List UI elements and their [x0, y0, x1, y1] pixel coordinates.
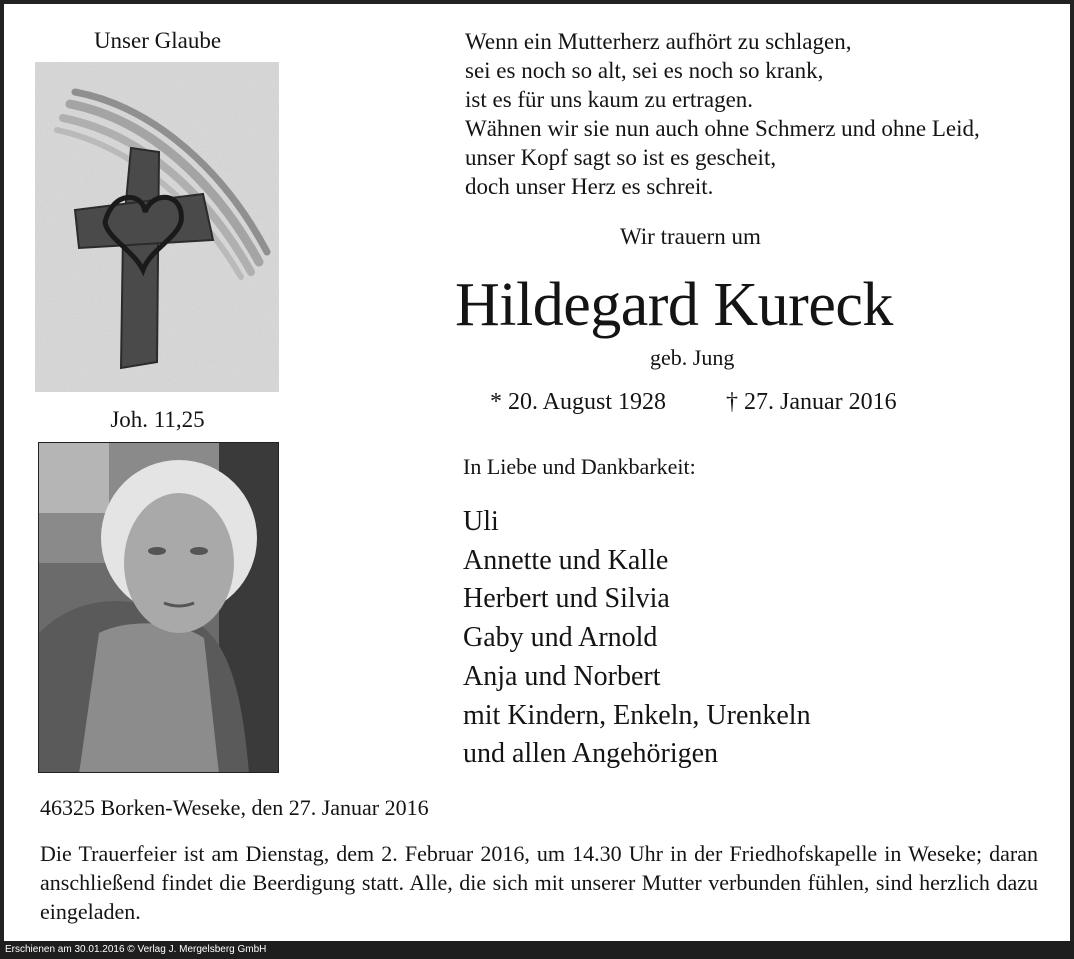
mourner-item: Anja und Norbert	[463, 660, 661, 692]
mourner-item: Herbert und Silvia	[463, 583, 670, 615]
place-date: 46325 Borken-Weseke, den 27. Januar 2016	[40, 795, 429, 820]
verse-caption: Joh. 11,25	[110, 407, 205, 432]
faith-caption: Unser Glaube	[93, 28, 222, 53]
publisher-footer: Erschienen am 30.01.2016 © Verlag J. Mergelsberg GmbH	[0, 941, 1074, 959]
mourner-item: und allen Angehörigen	[463, 738, 719, 770]
birth-name: geb. Jung	[650, 345, 735, 370]
funeral-notice: Die Trauerfeier ist am Dienstag, dem 2. Februar 2016, um 14.30 Uhr in der Friedhofskapelle in Weseke; daran anschließend findet die Beerdigung statt. Alle, die sich mit unserer Mutter verbunden fühlen, sind herzlich dazu eingeladen.	[40, 841, 1038, 924]
deceased-name: Hildegard Kureck	[455, 271, 893, 339]
death-date: † 27. Januar 2016	[726, 389, 897, 415]
cross-drawing	[35, 62, 279, 392]
mourn-heading: Wir trauern um	[620, 224, 761, 249]
poem-line: unser Kopf sagt so ist es gescheit,	[465, 145, 777, 170]
mourner-item: Uli	[463, 506, 499, 537]
cross-icon	[35, 62, 279, 392]
portrait-photo	[38, 442, 279, 773]
poem-line: Wenn ein Mutterherz aufhört zu schlagen,	[465, 29, 852, 54]
poem-line: doch unser Herz es schreit.	[465, 174, 714, 199]
poem-line: ist es für uns kaum zu ertragen.	[465, 87, 754, 112]
poem	[465, 27, 980, 201]
mourner-item: mit Kindern, Enkeln, Urenkeln	[463, 699, 811, 731]
mourner-item: Annette und Kalle	[463, 544, 669, 576]
mourner-item: Gaby und Arnold	[463, 622, 658, 654]
mourners-list	[463, 503, 811, 774]
poem-line: sei es noch so alt, sei es noch so krank,	[465, 58, 824, 83]
poem-line: Wähnen wir sie nun auch ohne Schmerz und ohne Leid,	[465, 116, 980, 141]
portrait-image	[39, 443, 279, 773]
gratitude-line: In Liebe und Dankbarkeit:	[463, 454, 696, 479]
birth-date: * 20. August 1928	[490, 389, 667, 415]
